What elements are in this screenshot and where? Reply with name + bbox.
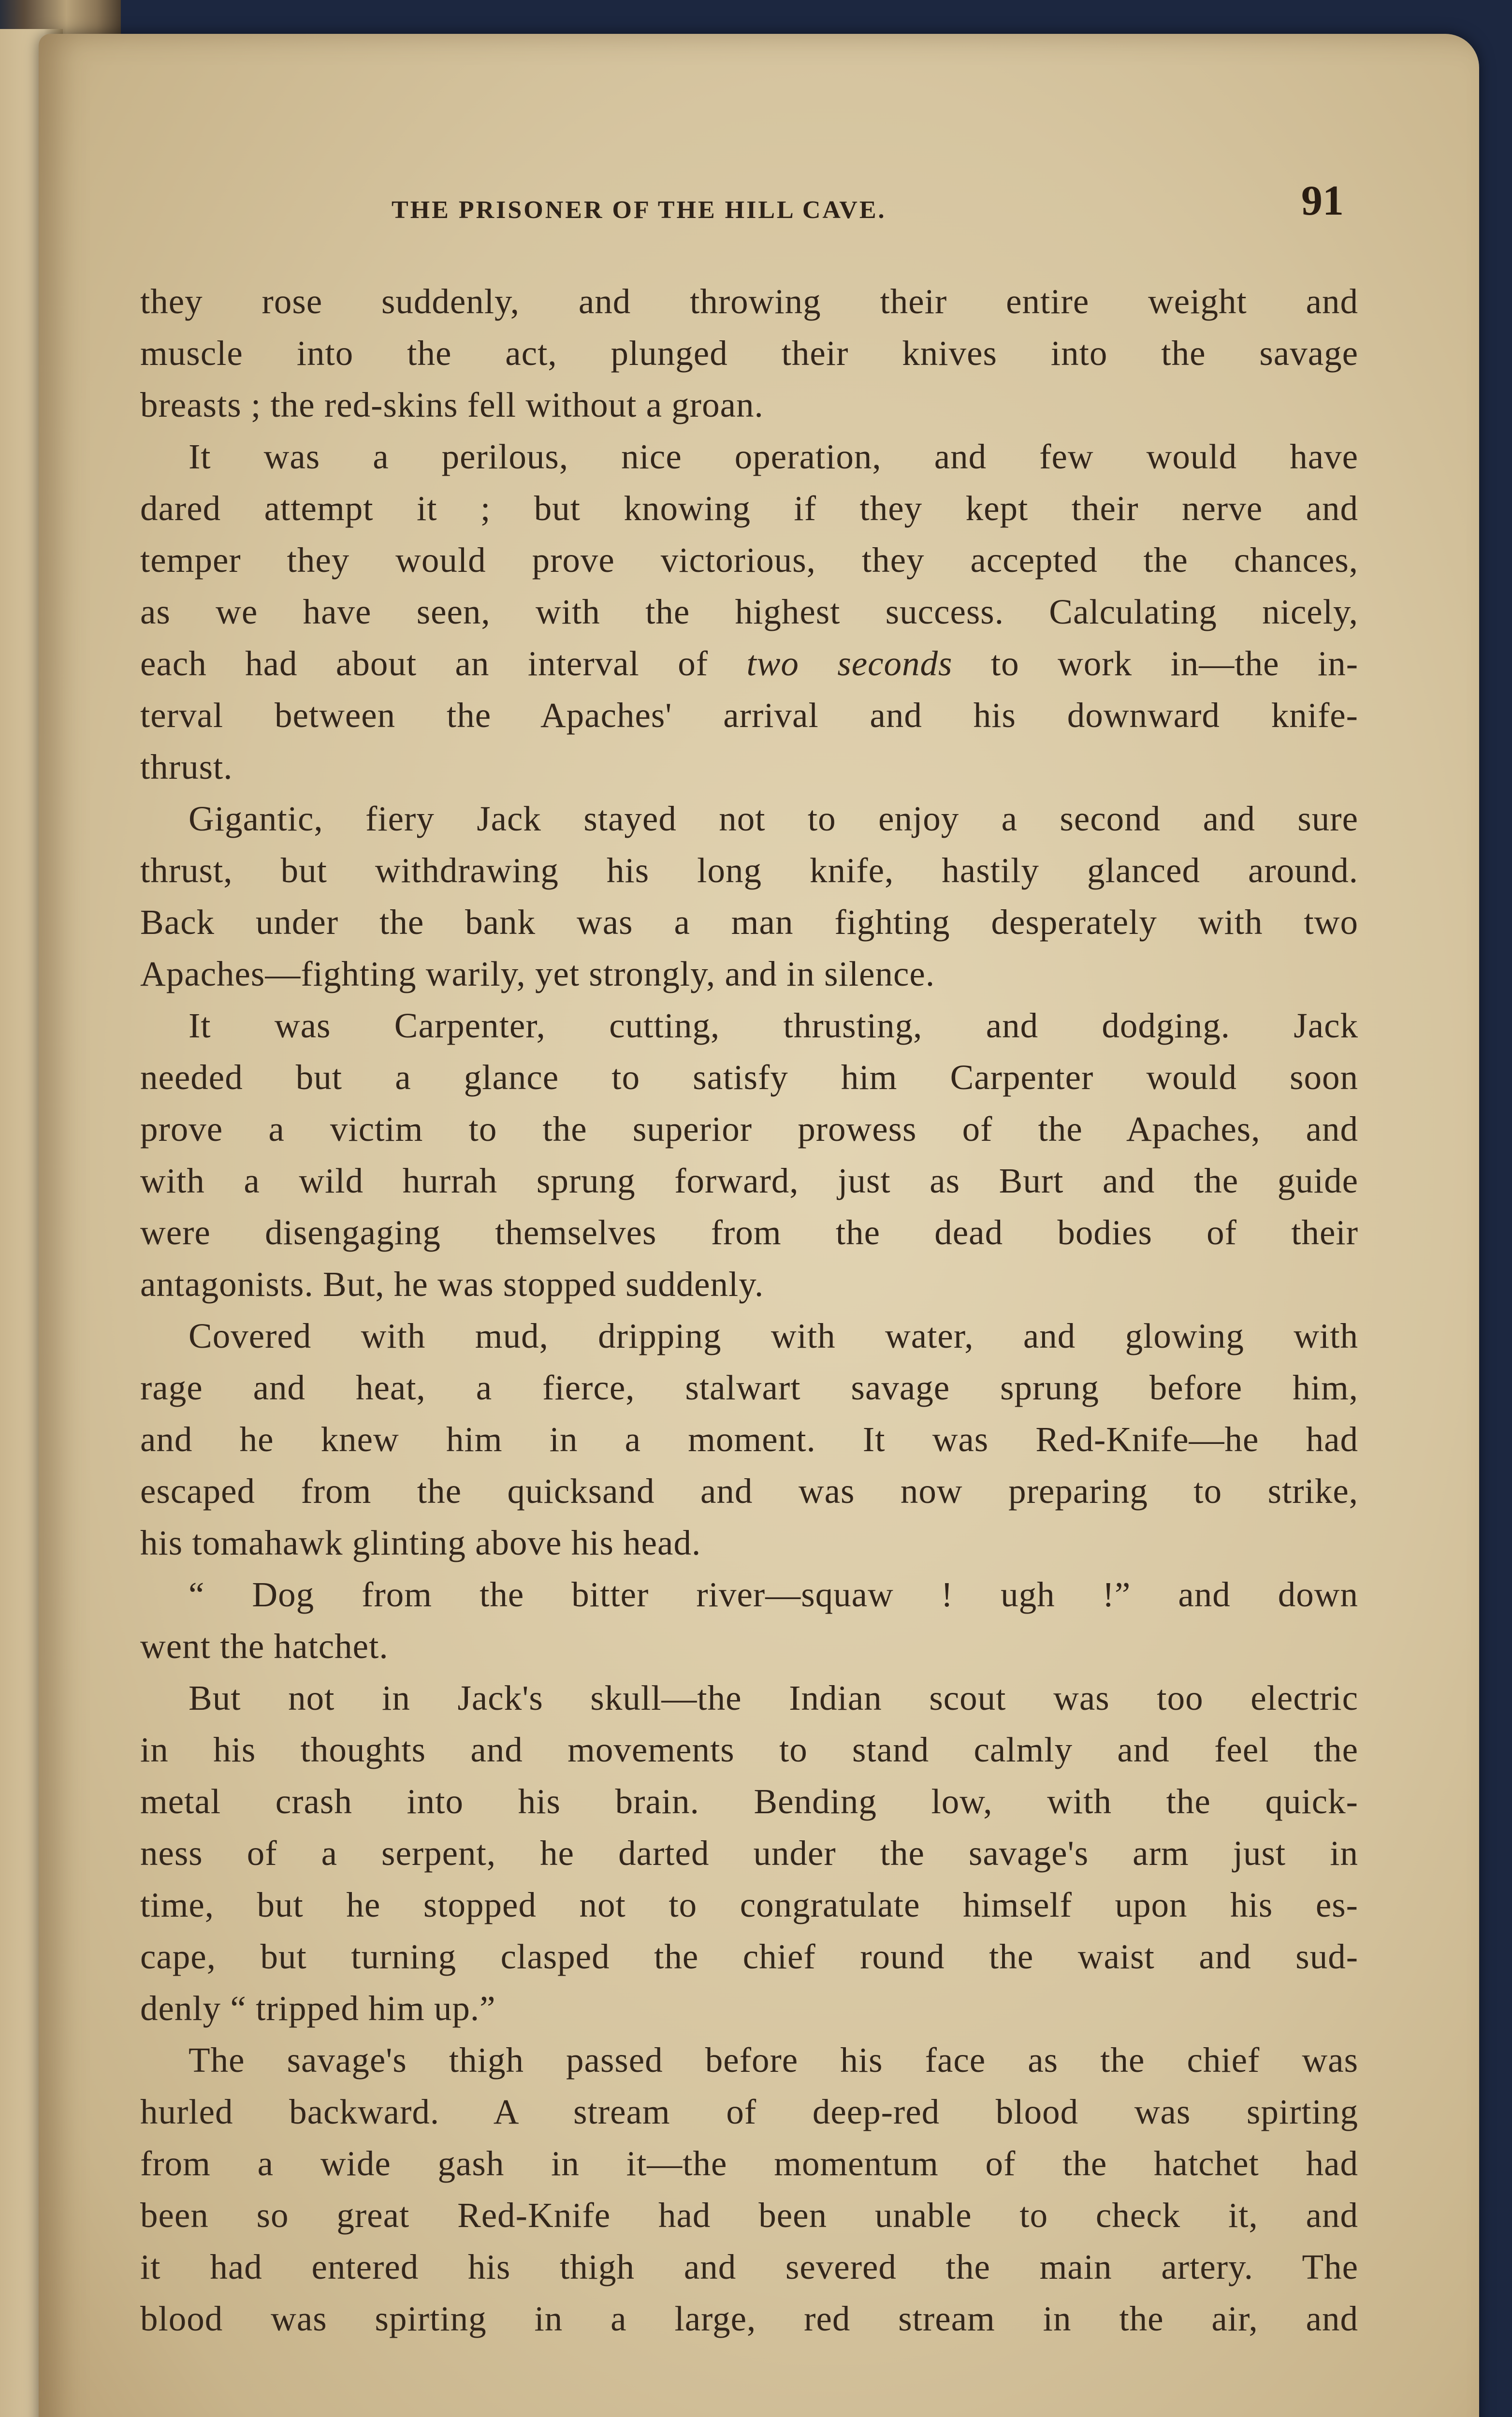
text-line: muscle into the act, plunged their knives into the savage (140, 334, 1358, 373)
body-text (140, 276, 1358, 2344)
text-line: ness of a serpent, he darted under the savage's arm just in (140, 1834, 1358, 1873)
text-line: been so great Red-Knife had been unable to check it, and (140, 2196, 1358, 2235)
text-line: Apaches—fighting warily, yet strongly, and in silence. (140, 954, 935, 993)
text-line: as we have seen, with the highest success. Calculating nicely, (140, 592, 1358, 631)
text-line: they rose suddenly, and throwing their entire weight and (140, 282, 1358, 321)
text-line: Gigantic, fiery Jack stayed not to enjoy a second and sure (189, 799, 1358, 838)
text-line: thrust. (140, 747, 233, 786)
running-head (160, 152, 1353, 225)
text-line: from a wide gash in it—the momentum of the hatchet had (140, 2144, 1358, 2183)
italic-emphasis: two seconds (746, 644, 953, 683)
text-line: hurled backward. A stream of deep-red blood was spirting (140, 2092, 1358, 2131)
text-line: thrust, but withdrawing his long knife, hastily glanced around. (140, 851, 1358, 890)
text-line: antagonists. But, he was stopped suddenly. (140, 1265, 764, 1304)
text-fragment: to work in—the in- (952, 644, 1358, 683)
text-line: breasts ; the red-skins fell without a groan. (140, 385, 764, 424)
text-line: “ Dog from the bitter river—squaw ! ugh !” and down (189, 1575, 1358, 1614)
text-line: denly “ tripped him up.” (140, 1989, 496, 2028)
running-title: THE PRISONER OF THE HILL CAVE. (392, 196, 887, 224)
text-line: But not in Jack's skull—the Indian scout was too electric (189, 1678, 1358, 1718)
text-line: terval between the Apaches' arrival and his downward knife- (140, 696, 1358, 735)
text-line: with a wild hurrah sprung forward, just as Burt and the guide (140, 1161, 1358, 1200)
text-line: temper they would prove victorious, they accepted the chances, (140, 540, 1358, 580)
page-number: 91 (1301, 177, 1344, 224)
text-line: needed but a glance to satisfy him Carpenter would soon (140, 1058, 1358, 1097)
book-page (39, 34, 1479, 2417)
text-line: and he knew him in a moment. It was Red-Knife—he had (140, 1420, 1358, 1459)
text-line: went the hatchet. (140, 1627, 389, 1666)
text-line: it had entered his thigh and severed the main artery. The (140, 2247, 1358, 2286)
text-line: rage and heat, a fierce, stalwart savage sprung before him, (140, 1368, 1358, 1407)
text-line: escaped from the quicksand and was now preparing to strike, (140, 1471, 1358, 1511)
text-line: blood was spirting in a large, red stream in the air, and (140, 2299, 1358, 2338)
text-line: prove a victim to the superior prowess of the Apaches, and (140, 1109, 1358, 1149)
text-line: It was Carpenter, cutting, thrusting, and dodging. Jack (189, 1006, 1358, 1045)
text-fragment: each had about an interval of (140, 644, 747, 683)
text-line: dared attempt it ; but knowing if they kept their nerve and (140, 489, 1358, 528)
text-line: were disengaging themselves from the dead bodies of their (140, 1213, 1358, 1252)
text-line: cape, but turning clasped the chief round the waist and sud- (140, 1937, 1358, 1976)
text-line: in his thoughts and movements to stand calmly and feel the (140, 1730, 1358, 1769)
text-line: It was a perilous, nice operation, and few would have (189, 437, 1358, 476)
text-line (140, 638, 1358, 689)
text-line: time, but he stopped not to congratulate himself upon his es- (140, 1885, 1358, 1924)
text-line: The savage's thigh passed before his face as the chief was (189, 2040, 1358, 2080)
text-line: metal crash into his brain. Bending low, with the quick- (140, 1782, 1358, 1821)
text-line: Back under the bank was a man fighting desperately with two (140, 903, 1358, 942)
text-line: his tomahawk glinting above his head. (140, 1523, 701, 1562)
text-line: Covered with mud, dripping with water, and glowing with (189, 1316, 1358, 1355)
